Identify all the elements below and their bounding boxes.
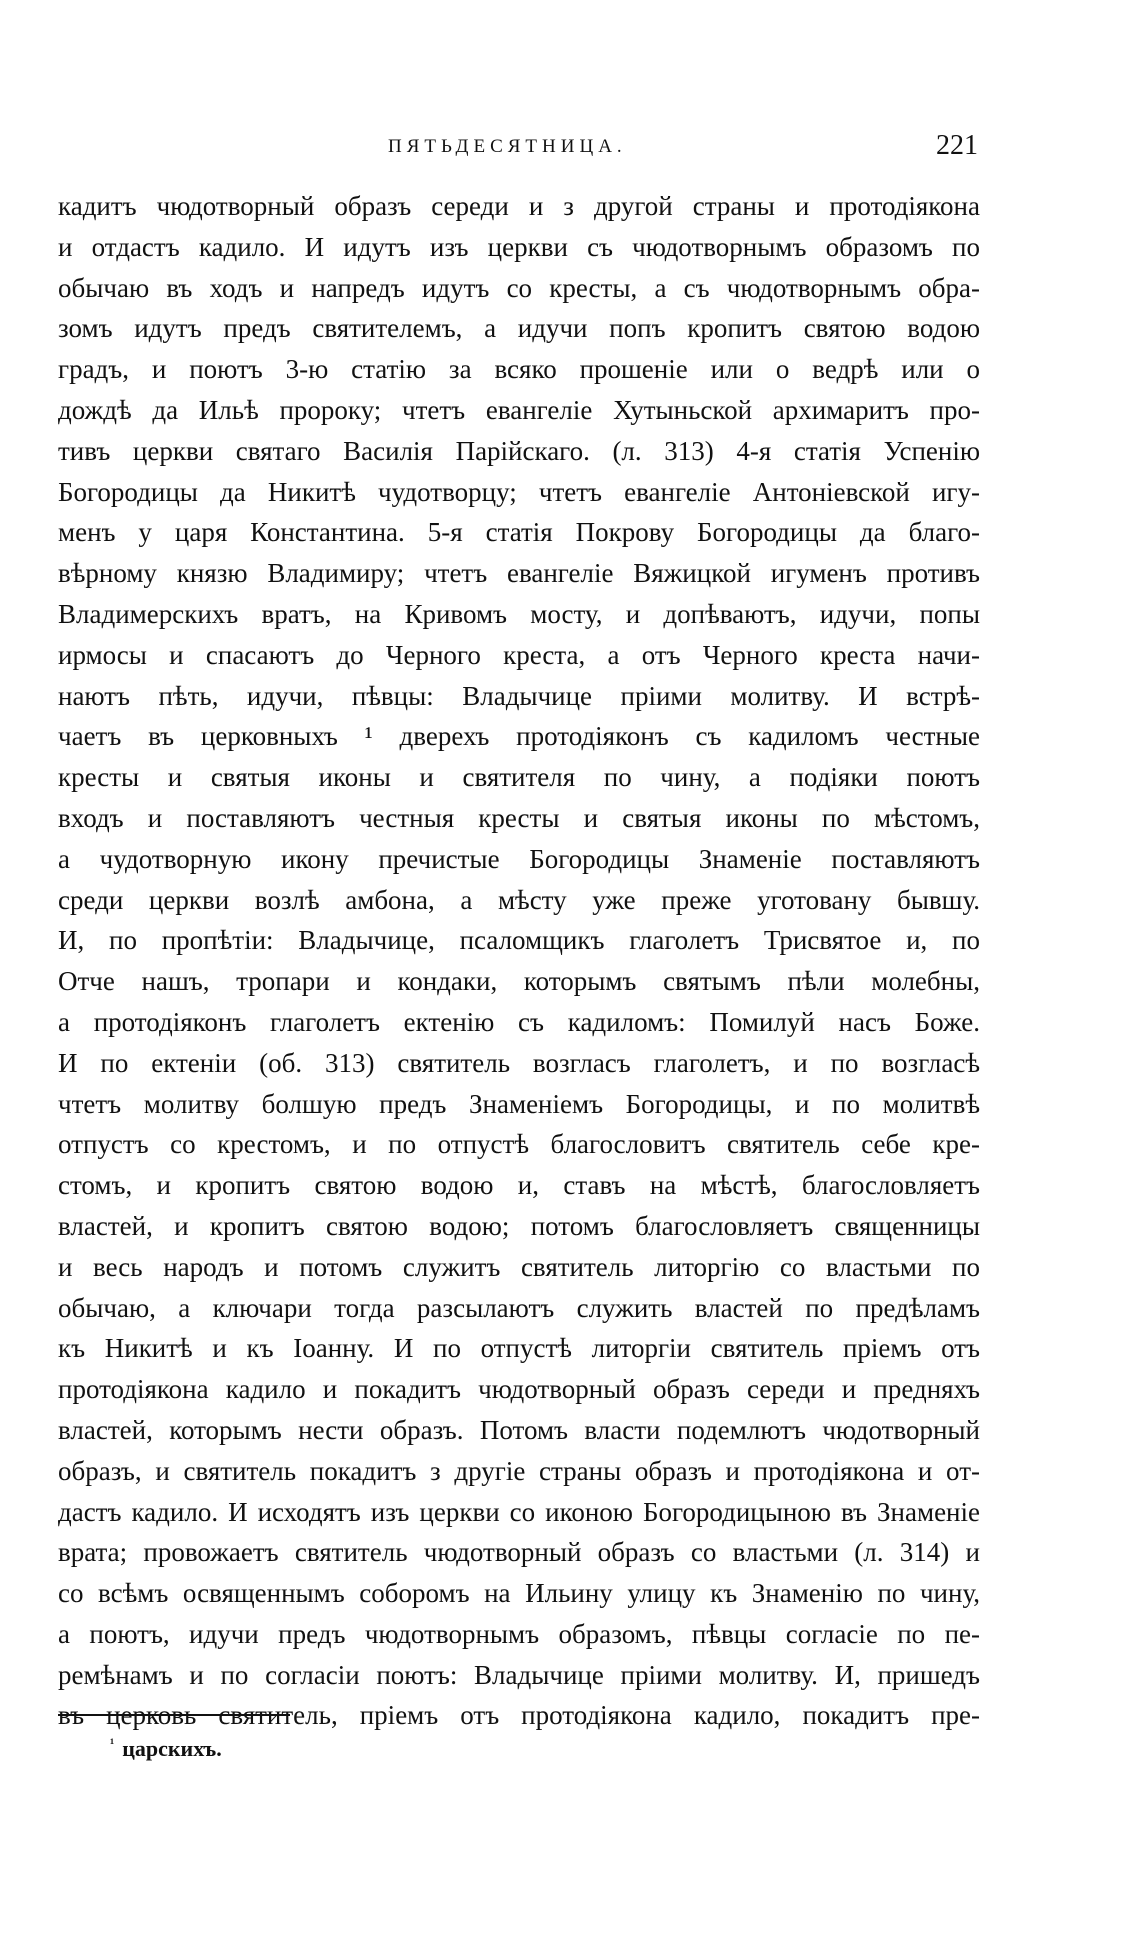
text-line: а чудотворную икону пречистые Богородицы Знаменіе поставляютъ xyxy=(58,843,980,874)
page-number: 221 xyxy=(936,130,978,161)
text-line: Владимерскихъ вратъ, на Кривомъ мосту, и допѣваютъ, идучи, попы xyxy=(58,598,980,629)
text-line: врата; провожаетъ святитель чюдотворный образъ со властьми (л. 314) и xyxy=(58,1537,980,1568)
text-line: Богородицы да Никитѣ чудотворцу; чтетъ евангеліе Антоніевской игу- xyxy=(58,476,980,507)
text-line: вѣрному князю Владимиру; чтетъ евангеліе Вяжицкой игуменъ противъ xyxy=(58,558,980,589)
text-line: И по ектеніи (об. 313) святитель возгласъ глаголетъ, и по возгласѣ xyxy=(58,1047,980,1078)
page-header xyxy=(58,130,978,170)
text-line: протодіякона кадило и покадитъ чюдотворный образъ середи и предняхъ xyxy=(58,1374,980,1405)
text-line: со всѣмъ освященнымъ соборомъ на Ильину улицу къ Знаменію по чину, xyxy=(58,1578,980,1609)
text-line: ирмосы и спасаютъ до Черного креста, а отъ Черного креста начи- xyxy=(58,639,980,670)
text-line: зомъ идутъ предъ святителемъ, а идучи попъ кропитъ святою водою xyxy=(58,313,980,344)
text-line: дождѣ да Ильѣ пророку; чтетъ евангеліе Хутыньской архимаритъ про- xyxy=(58,394,980,425)
text-line: И, по пропѣтіи: Владычице, псаломщикъ глаголетъ Трисвятое и, по xyxy=(58,925,980,956)
footnote xyxy=(110,1736,222,1762)
text-line: чтетъ молитву болшую предъ Знаменіемъ Богородицы, и по молитвѣ xyxy=(58,1088,980,1119)
text-line: обычаю въ ходъ и напредъ идутъ со кресты, а съ чюдотворнымъ обра- xyxy=(58,272,980,303)
text-line: тивъ церкви святаго Василія Парійскаго. (л. 313) 4-я статія Успенію xyxy=(58,435,980,466)
text-line: ремѣнамъ и по согласіи поютъ: Владычице пріими молитву. И, пришедъ xyxy=(58,1659,980,1690)
text-line: отпустъ со крестомъ, и по отпустѣ благословитъ святитель себе кре- xyxy=(58,1129,980,1160)
footnote-divider xyxy=(58,1714,290,1716)
text-line: и весь народъ и потомъ служитъ святитель литоргію со властьми по xyxy=(58,1251,980,1282)
text-line: менъ у царя Константина. 5-я статія Покрову Богородицы да благо- xyxy=(58,517,980,548)
text-line: среди церкви возлѣ амбона, а мѣсту уже преже уготовану бывшу. xyxy=(58,884,980,915)
footnote-marker: ¹ xyxy=(110,1736,115,1752)
text-line: Отче нашъ, тропари и кондаки, которымъ святымъ пѣли молебны, xyxy=(58,966,980,997)
text-line: обычаю, а ключари тогда разсылаютъ служить властей по предѣламъ xyxy=(58,1292,980,1323)
text-line: кадитъ чюдотворный образъ середи и з другой страны и протодіякона xyxy=(58,191,980,221)
text-line: въ церковь святитель, пріемъ отъ протодіякона кадило, покадитъ пре- xyxy=(58,1700,980,1731)
text-line: стомъ, и кропитъ святою водою и, ставъ на мѣстѣ, благословляетъ xyxy=(58,1170,980,1201)
text-line: наютъ пѣть, идучи, пѣвцы: Владычице пріими молитву. И встрѣ- xyxy=(58,680,980,711)
text-line: а поютъ, идучи предъ чюдотворнымъ образомъ, пѣвцы согласіе по пе- xyxy=(58,1618,980,1649)
text-line: образъ, и святитель покадитъ з другіе страны образъ и протодіякона и от- xyxy=(58,1455,980,1486)
text-line: кресты и святыя иконы и святителя по чину, а подіяки поютъ xyxy=(58,762,980,793)
text-line: а протодіяконъ глаголетъ ектенію съ кадиломъ: Помилуй насъ Боже. xyxy=(58,1006,980,1037)
text-line: дастъ кадило. И исходятъ изъ церкви со иконою Богородицыною въ Знаменіе xyxy=(58,1496,980,1527)
body-text xyxy=(58,186,980,1736)
text-line: властей, которымъ нести образъ. Потомъ власти подемлютъ чюдотворный xyxy=(58,1414,980,1445)
running-title: ПЯТЬДЕСЯТНИЦА. xyxy=(388,136,627,157)
footnote-text: царскихъ. xyxy=(122,1736,222,1761)
text-line: и отдастъ кадило. И идутъ изъ церкви съ чюдотворнымъ образомъ по xyxy=(58,231,980,262)
text-line: властей, и кропитъ святою водою; потомъ благословляетъ священницы xyxy=(58,1210,980,1241)
text-line: входъ и поставляютъ честныя кресты и святыя иконы по мѣстомъ, xyxy=(58,802,980,833)
text-line: чаетъ въ церковныхъ ¹ дверехъ протодіяконъ съ кадиломъ честные xyxy=(58,721,980,752)
text-line: градъ, и поютъ 3-ю статію за всяко прошеніе или о ведрѣ или о xyxy=(58,354,980,385)
text-line: къ Никитѣ и къ Іоанну. И по отпустѣ литоргіи святитель пріемъ отъ xyxy=(58,1333,980,1364)
